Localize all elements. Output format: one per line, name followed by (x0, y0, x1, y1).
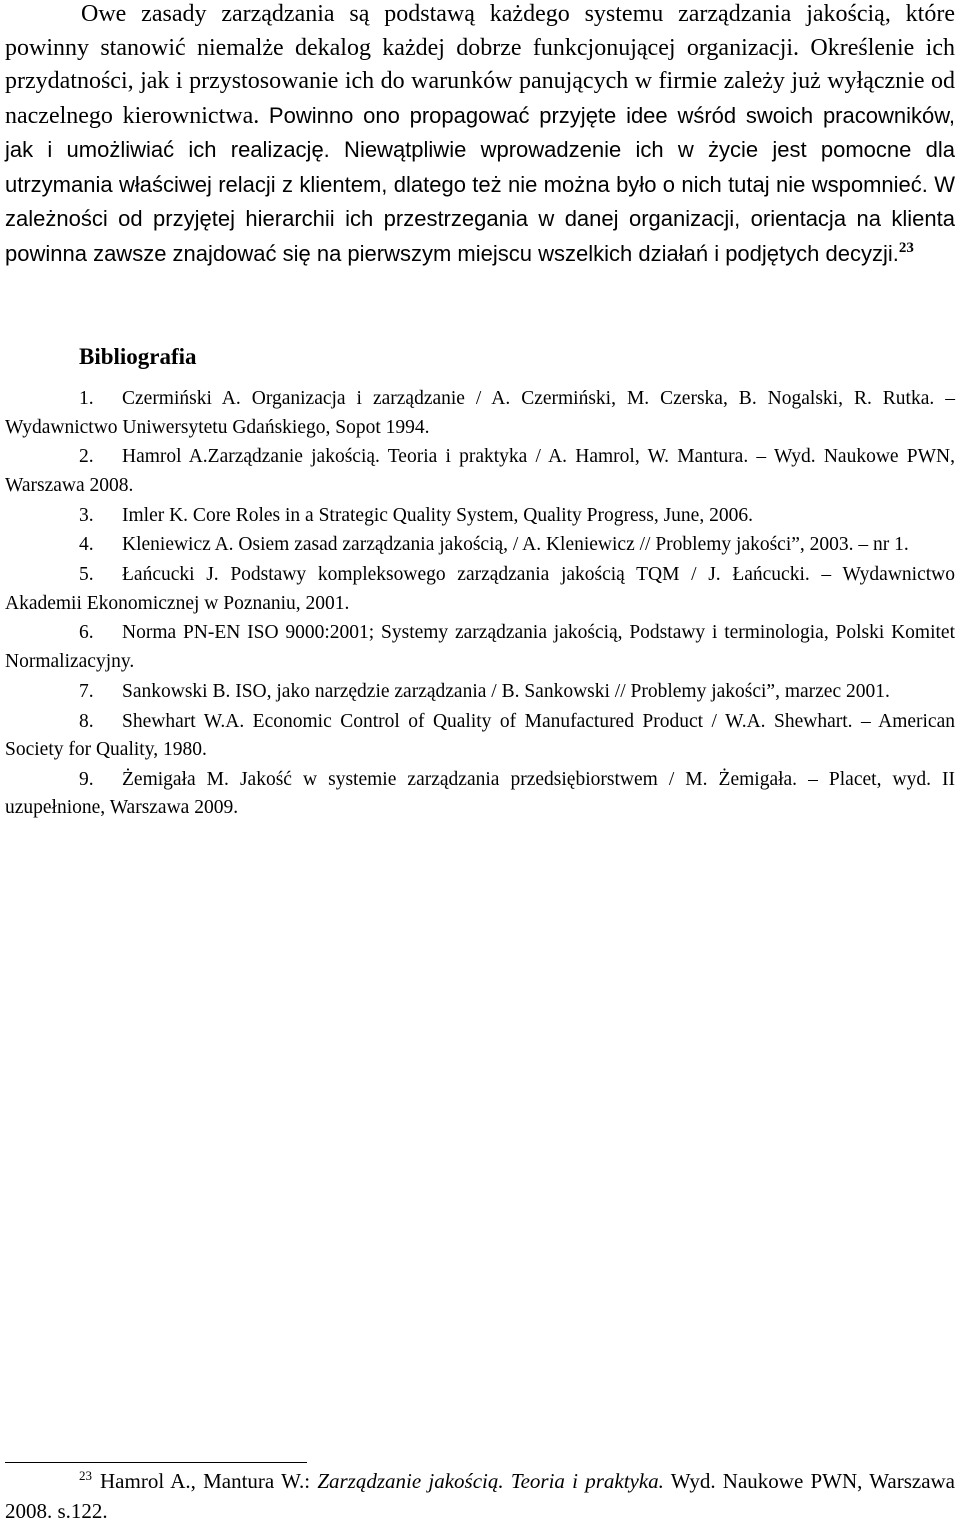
bibliography-item (5, 708, 955, 765)
bibliography-item (5, 619, 955, 676)
item-text: Hamrol A.Zarządzanie jakością. Teoria i praktyka / A. Hamrol, W. Mantura. – Wyd. Naukowe PWN, Warszawa 2008. (5, 446, 955, 496)
item-text: Shewhart W.A. Economic Control of Quality of Manufactured Product / W.A. Shewhart. – American Society for Quality, 1980. (5, 710, 955, 761)
footnote-title: Zarządzanie jakością. Teoria i praktyka. (317, 1469, 664, 1493)
item-number: 7. (79, 680, 94, 702)
bibliography-list (5, 385, 955, 824)
paragraph-text-serif: Owe zasady zarządzania są podstawą każdego systemu zarządzania jakością, które powinny stanowić niemalże dekalog każdej dobrze funkcjonującej organizacji. Określenie ich przydatności, jak i przystosowanie ich do warunków panujących w firmie zależy już wyłącznie od naczelnego kierownictwa. (5, 1, 955, 129)
item-text: Norma PN-EN ISO 9000:2001; Systemy zarządzania jakością, Podstawy i terminologia, Polski Komitet Normalizacyjny. (5, 622, 955, 672)
item-number: 6. (79, 622, 94, 644)
item-number: 8. (79, 710, 94, 732)
item-text: Łańcucki J. Podstawy kompleksowego zarządzania jakością TQM / J. Łańcucki. – Wydawnictwo Akademii Ekonomicznej w Poznaniu, 2001. (5, 564, 955, 614)
footnote-mark: 23 (79, 1468, 92, 1483)
item-text: Żemigała M. Jakość w systemie zarządzania przedsiębiorstwem / M. Żemigała. – Placet, wyd. II uzupełnione, Warszawa 2009. (5, 768, 955, 819)
item-text: Kleniewicz A. Osiem zasad zarządzania jakością, / A. Kleniewicz // Problemy jakości”, 2003. – nr 1. (122, 534, 909, 556)
footnote-reference[interactable]: 23 (898, 239, 914, 256)
item-number: 4. (79, 534, 94, 556)
item-number: 1. (79, 388, 94, 409)
item-number: 5. (79, 564, 94, 586)
bibliography-item (5, 502, 955, 531)
item-text: Czermiński A. Organizacja i zarządzanie / A. Czermiński, M. Czerska, B. Nogalski, R. Rutka. – Wydawnictwo Uniwersytetu Gdańskiego, Sopot 1994. (5, 388, 955, 438)
bibliography-item (5, 678, 955, 707)
footnote-publisher: Wyd. Naukowe PWN, Warszawa 2008. s.122. (5, 1469, 956, 1523)
bibliography-item (5, 561, 955, 618)
bibliography-item (5, 766, 955, 823)
footnote-authors: Hamrol A., Mantura W.: (100, 1469, 311, 1493)
item-text: Imler K. Core Roles in a Strategic Quality System, Quality Progress, June, 2006. (122, 504, 753, 526)
bibliography-item (5, 443, 955, 500)
item-number: 9. (79, 768, 94, 790)
bibliography-item (5, 385, 955, 442)
bibliography-item (5, 531, 955, 560)
item-text: Sankowski B. ISO, jako narzędzie zarządzania / B. Sankowski // Problemy jakości”, marzec 2001. (122, 680, 890, 702)
bibliography-heading: Bibliografia (79, 344, 197, 369)
body-paragraph (5, 0, 955, 271)
item-number: 3. (79, 504, 94, 526)
paragraph-text-sans: Powinno ono propagować przyjęte idee wśród swoich pracowników, jak i umożliwiać ich realizację. Niewątpliwie wprowadzenie ich w życie jest pomocne dla utrzymania właściwej relacji z klientem, dlatego też nie można było o nich tutaj nie wspomnieć. W zależności od przyjętej hierarchii ich przestrzegania w danej organizacji, orientacja na klienta powinna zawsze znajdować się na pierwszym miejscu wszelkich działań i podjętych decyzji. (5, 102, 956, 266)
footnote (5, 1466, 955, 1526)
footnote-separator (5, 1462, 307, 1463)
item-number: 2. (79, 446, 94, 468)
